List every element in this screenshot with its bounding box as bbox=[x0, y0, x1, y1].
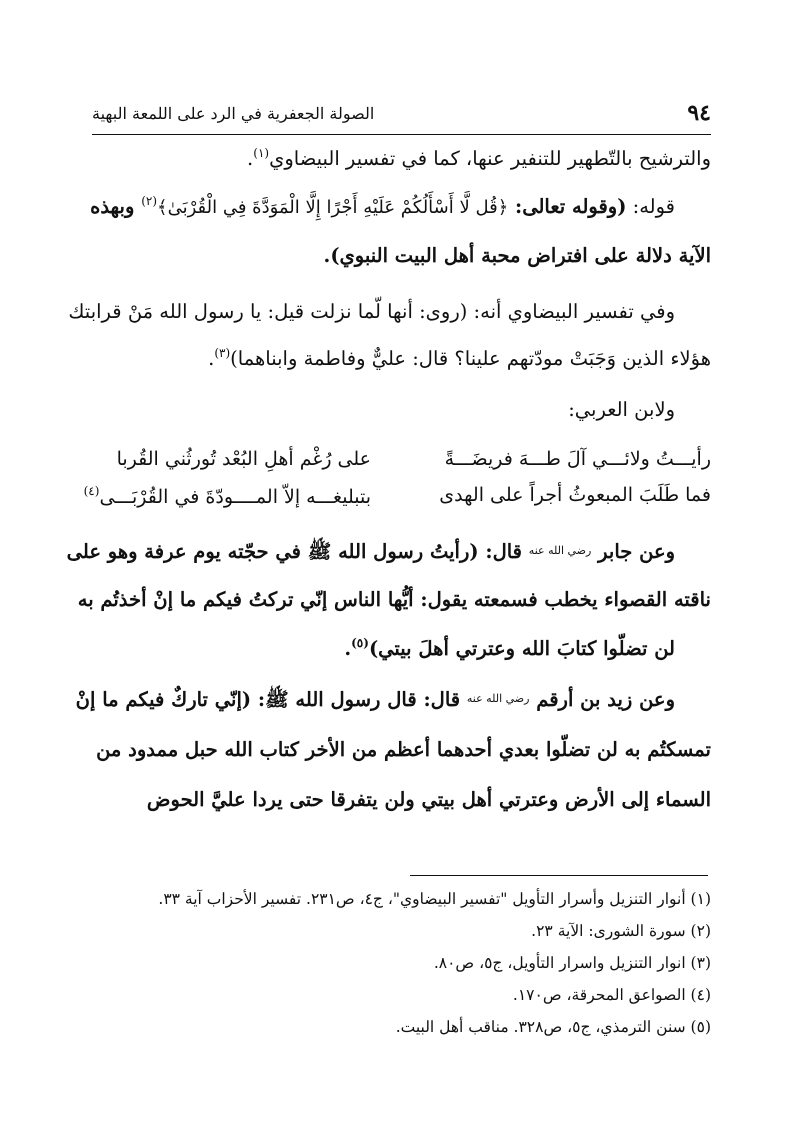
text-line-2: قوله: (وقوله تعالى: ﴿قُل لَّا أَسْأَلُكُمْ عَلَيْهِ أَجْرًا إِلَّا الْمَوَدَّةَ فِي الْقُرْبَىٰ﴾$^{(٢)}$ وبهذه bbox=[90, 194, 675, 218]
text-line-5: هؤلاء الذين وَجَبَتْ مودّتهم علينا؟ قال: عليٌّ وفاطمة وابناهما)$^{(٣)}$. bbox=[208, 346, 711, 370]
footnote-ref-4: (٤) bbox=[83, 484, 100, 498]
footnote-4: (٤) الصواعق المحرقة، ص١٧٠. bbox=[512, 986, 711, 1004]
text-line-10: وعن زيد بن أرقم $^{رضي الله عنه}$ قال: قال رسول الله ﷺ: (إنّي تاركٌ فيكم ما إنْ bbox=[75, 688, 675, 711]
text-line-9: لن تضلّوا كتابَ الله وعترتي أهلَ بيتي)$^{(٥)}$. bbox=[344, 636, 675, 660]
footnote-ref-3: (٣) bbox=[214, 346, 231, 360]
text-line-1: والترشيح بالتّطهير للتنفير عنها، كما في تفسير البيضاوي$^{(١)}$. bbox=[247, 146, 711, 170]
footnote-2: (٢) سورة الشورى: الآية ٢٣. bbox=[531, 922, 711, 940]
footnote-5: (٥) سنن الترمذي، ج٥، ص٣٢٨. مناقب أهل البيت. bbox=[395, 1018, 711, 1036]
text-line-7: وعن جابر $^{رضي الله عنه}$ قال: (رأيتُ رسول الله ﷺ في حجّته يوم عرفة وهو على bbox=[66, 540, 675, 563]
footnote-ref-2: (٢) bbox=[141, 194, 158, 208]
header-rule bbox=[92, 134, 711, 135]
footnote-ref-1: (١) bbox=[253, 146, 270, 160]
text-line-6: ولابن العربي: bbox=[568, 398, 675, 421]
text-line-4: وفي تفسير البيضاوي أنه: (روى: أنها لّما نزلت قيل: يا رسول الله مَنْ قرابتك bbox=[68, 300, 675, 323]
footnote-1: (١) أنوار التنزيل وأسرار التأويل "تفسير البيضاوي"، ج٤، ص٢٣١. تفسير الأحزاب آية ٣٣. bbox=[158, 890, 711, 908]
text-line-12: السماء إلى الأرض وعترتي أهل بيتي ولن يتفرقا حتى يردا عليَّ الحوض bbox=[146, 788, 711, 811]
footnote-rule bbox=[410, 875, 708, 876]
page-number: ٩٤ bbox=[687, 100, 711, 126]
poem-verse-2-second-half: بتبليغـــه إلاّ المــــودّةَ في القُرْبَـــى$^{(٤)}$ bbox=[83, 484, 371, 508]
poem-verse-1-second-half: على رُغْم أهلِ البُعْد تُورثُني القُربا bbox=[116, 448, 371, 470]
text-line-3: الآية دلالة على افتراض محبة أهل البيت النبوي). bbox=[323, 244, 711, 267]
running-title: الصولة الجعفرية في الرد على اللمعة البهية bbox=[92, 104, 375, 123]
page-header bbox=[92, 96, 711, 130]
poem-verse-1-first-half: رأيـــتُ ولائـــي آلَ طـــهَ فريضَـــةً bbox=[444, 448, 711, 470]
poem-verse-2-first-half: فما طَلَبَ المبعوثُ أجراً على الهدى bbox=[439, 484, 711, 506]
text-line-11: تمسكتُم به لن تضلّوا بعدي أحدهما أعظم من الأخر كتاب الله حبل ممدود من bbox=[96, 738, 711, 761]
honorific-mark: رضي الله عنه bbox=[528, 544, 592, 557]
footnote-ref-5: (٥) bbox=[351, 636, 369, 650]
quran-verse: ﴿قُل لَّا أَسْأَلُكُمْ عَلَيْهِ أَجْرًا إِلَّا الْمَوَدَّةَ فِي الْقُرْبَىٰ﴾ bbox=[157, 197, 509, 218]
honorific-mark: رضي الله عنه bbox=[466, 692, 530, 705]
text-line-8: ناقته القصواء يخطب فسمعته يقول: أيُّها الناس إنّي تركتُ فيكم ما إنْ أخذتُم به bbox=[77, 588, 711, 611]
footnote-3: (٣) انوار التنزيل واسرار التأويل، ج٥، ص٨٠. bbox=[433, 954, 711, 972]
